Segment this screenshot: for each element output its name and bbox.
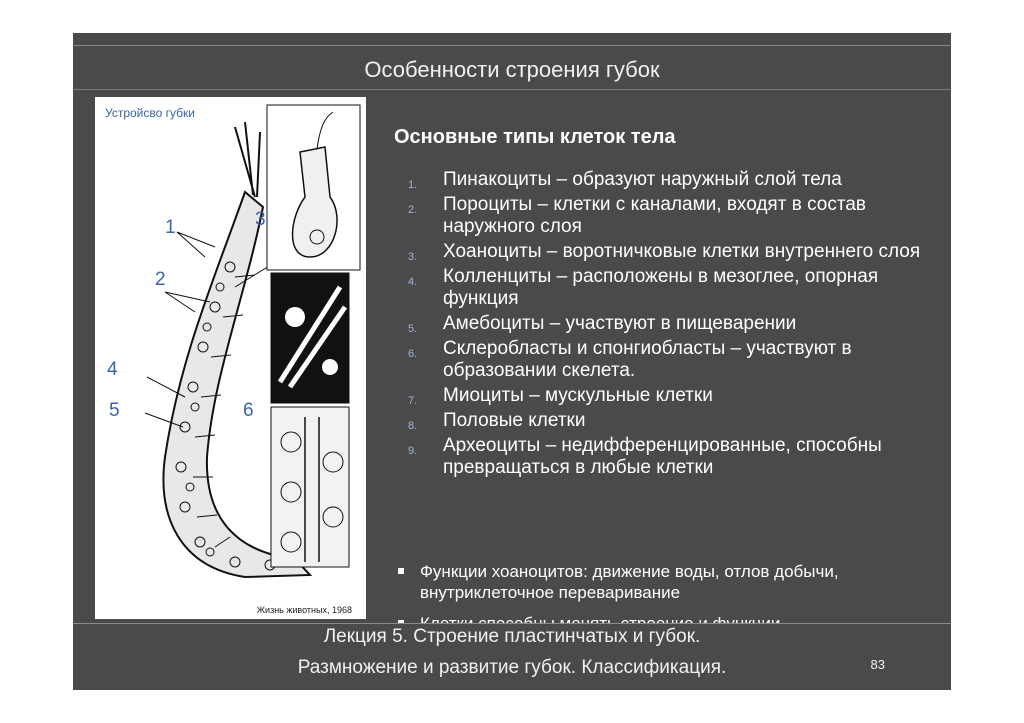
- cell-types-list: [408, 169, 928, 482]
- figure-label-2: 2: [155, 269, 166, 290]
- list-number: 4.: [408, 276, 418, 288]
- list-number: 2.: [408, 204, 418, 216]
- slide-title: Особенности строения губок: [364, 57, 660, 82]
- page-number: 83: [870, 657, 885, 672]
- list-item: [408, 241, 928, 263]
- list-number: 5.: [408, 323, 418, 335]
- list-text: Колленциты – расположены в мезоглее, опорная функция: [443, 266, 879, 309]
- list-number: 8.: [408, 420, 418, 432]
- list-item: [408, 313, 928, 335]
- list-number: 7.: [408, 395, 418, 407]
- list-text: Миоциты – мускульные клетки: [443, 385, 713, 406]
- sponge-figure: [95, 97, 366, 619]
- list-number: 9.: [408, 445, 418, 457]
- top-divider: [73, 45, 951, 46]
- slide-footer: [73, 623, 951, 690]
- footer-line-1: Лекция 5. Строение пластинчатых и губок.: [323, 626, 701, 647]
- list-text: Амебоциты – участвуют в пищеварении: [443, 313, 797, 334]
- figure-label-4: 4: [107, 359, 118, 380]
- figure-label-6: 6: [243, 400, 254, 421]
- sponge-illustration: [95, 97, 366, 619]
- list-text: Пинакоциты – образуют наружный слой тела: [443, 169, 842, 190]
- list-number: 1.: [408, 179, 418, 191]
- list-item: [408, 266, 928, 310]
- figure-label-5: 5: [109, 400, 120, 421]
- list-text: Половые клетки: [443, 410, 586, 431]
- figure-label-3: 3: [255, 209, 266, 230]
- spicule-tuft: [235, 122, 260, 197]
- list-number: 6.: [408, 348, 418, 360]
- bullet-text: Функции хоаноцитов: движение воды, отлов добычи, внутриклеточное переваривание: [420, 562, 839, 602]
- list-item: [408, 338, 928, 382]
- title-divider: [73, 89, 951, 90]
- list-item: [408, 410, 928, 432]
- section-heading: Основные типы клеток тела: [394, 126, 676, 148]
- figure-label-1: 1: [165, 217, 176, 238]
- slide: [73, 33, 951, 690]
- list-number: 3.: [408, 251, 418, 263]
- list-text: Пороциты – клетки с каналами, входят в состав наружного слоя: [443, 194, 867, 237]
- list-item: [408, 385, 928, 407]
- bullet-item: [398, 561, 938, 603]
- list-item: [408, 435, 928, 479]
- footer-line-2: Размножение и развитие губок. Классификация.: [297, 657, 727, 678]
- list-item: [408, 169, 928, 191]
- bullet-icon: [398, 568, 404, 574]
- list-text: Хоаноциты – воротничковые клетки внутреннего слоя: [443, 241, 921, 262]
- figure-caption: Устройсво губки: [105, 106, 195, 120]
- figure-credit: Жизнь животных, 1968: [256, 605, 352, 615]
- list-item: [408, 194, 928, 238]
- list-text: Склеробласты и спонгиобласты – участвуют в образовании скелета.: [443, 338, 852, 381]
- list-text: Археоциты – недифференцированные, способны превращаться в любые клетки: [443, 435, 882, 478]
